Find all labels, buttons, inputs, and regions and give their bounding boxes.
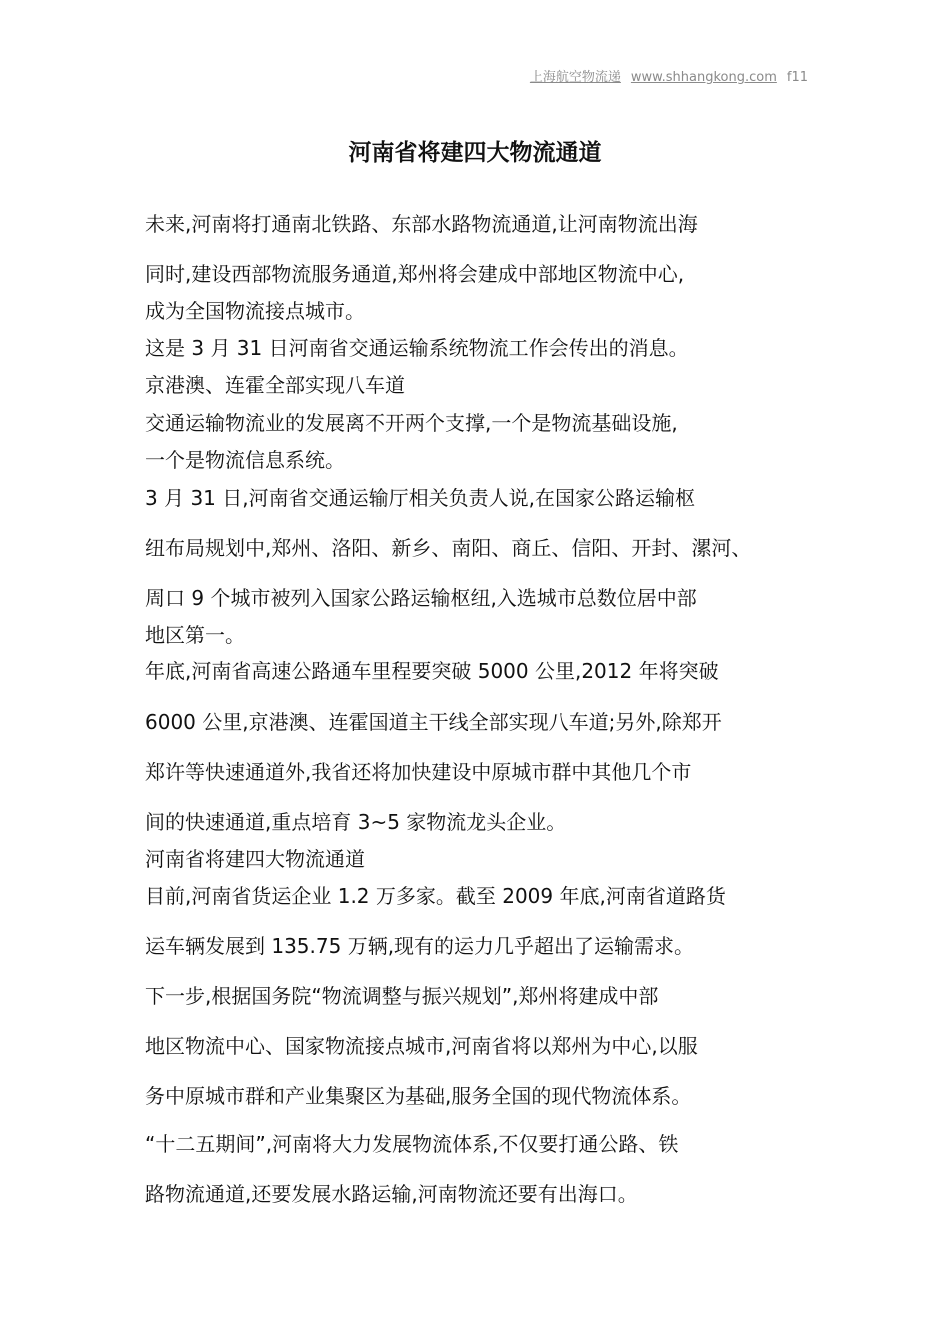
body-line: 务中原城市群和产业集聚区为基础,服务全国的现代物流体系。 [145,1084,692,1108]
header-site-name-link[interactable]: 上海航空物流递 [529,70,621,85]
header-page-code: f11 [786,70,808,85]
body-line: 6000 公里,京港澳、连霍国道主干线全部实现八车道;另外,除郑开 [145,710,722,734]
page-header [530,66,808,85]
body-line: 目前,河南省货运企业 1.2 万多家。截至 2009 年底,河南省道路货 [145,884,726,908]
body-line: “十二五期间”,河南将大力发展物流体系,不仅要打通公路、铁 [145,1132,679,1156]
body-line: 年底,河南省高速公路通车里程要突破 5000 公里,2012 年将突破 [145,659,719,683]
body-line: 京港澳、连霍全部实现八车道 [145,373,405,397]
body-line: 纽布局规划中,郑州、洛阳、新乡、南阳、商丘、信阳、开封、漯河、 [145,536,752,560]
body-line: 河南省将建四大物流通道 [145,847,365,871]
body-line: 交通运输物流业的发展离不开两个支撑,一个是物流基础设施, [145,411,678,435]
body-line: 地区第一。 [145,623,245,647]
body-line: 下一步,根据国务院“物流调整与振兴规划”,郑州将建成中部 [145,984,659,1008]
body-line: 周口 9 个城市被列入国家公路运输枢纽,入选城市总数位居中部 [145,586,697,610]
body-line: 未来,河南将打通南北铁路、东部水路物流通道,让河南物流出海 [145,212,698,236]
header-site-url-link[interactable]: www.shhangkong.com [630,70,777,85]
body-line: 运车辆发展到 135.75 万辆,现有的运力几乎超出了运输需求。 [145,934,695,958]
body-line: 成为全国物流接点城市。 [145,299,365,323]
body-line: 同时,建设西部物流服务通道,郑州将会建成中部地区物流中心, [145,262,685,286]
body-line: 这是 3 月 31 日河南省交通运输系统物流工作会传出的消息。 [145,336,689,360]
body-line: 地区物流中心、国家物流接点城市,河南省将以郑州为中心,以服 [145,1034,698,1058]
body-line: 郑许等快速通道外,我省还将加快建设中原城市群中其他几个市 [145,760,692,784]
body-line: 路物流通道,还要发展水路运输,河南物流还要有出海口。 [145,1182,638,1206]
body-line: 间的快速通道,重点培育 3~5 家物流龙头企业。 [145,810,567,834]
document-title: 河南省将建四大物流通道 [348,140,602,166]
body-line: 一个是物流信息系统。 [145,448,345,472]
body-line: 3 月 31 日,河南省交通运输厅相关负责人说,在国家公路运输枢 [145,486,695,510]
